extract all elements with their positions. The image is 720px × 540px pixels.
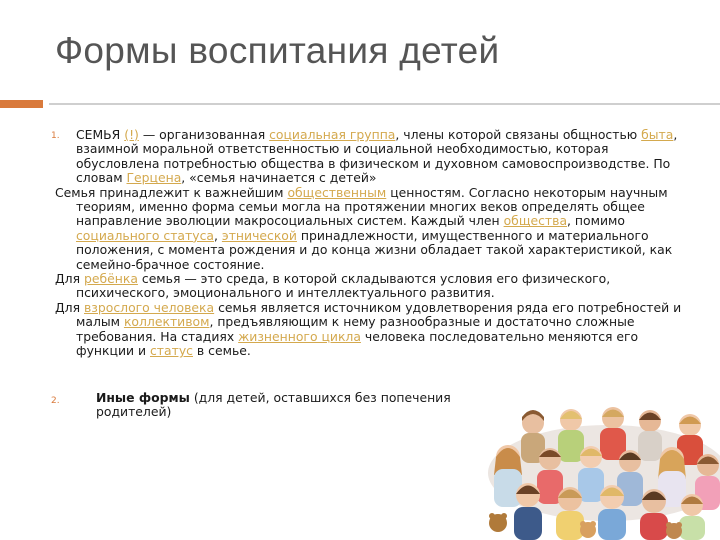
link-social-group[interactable]: социальная группа [269, 127, 396, 142]
text: , «семья начинается с детей» [181, 170, 377, 186]
link-life-cycle[interactable]: жизненного цикла [238, 328, 361, 344]
link-ethnic[interactable]: этнической [221, 227, 297, 243]
link-status[interactable]: статус [149, 343, 193, 359]
text: (для детей, оставшихся без попечения родителей) [96, 389, 451, 419]
list-number: 1. [51, 131, 60, 141]
slide-title: Формы воспитания детей [55, 30, 500, 71]
link-society[interactable]: общества [503, 213, 568, 229]
text: , помимо [567, 213, 625, 229]
paragraph-adult [55, 301, 695, 359]
list-item-family [51, 127, 695, 186]
text: семья — это среда, в которой складываются условия его физического, психического, эмоционального и интеллектуального развития. [76, 271, 611, 301]
slide-body [51, 127, 695, 419]
text: принадлежности, имущественного и материального положения, с момента рождения и до конца жизни обладает такой характеристикой, как семейно-брачное состояние. [76, 227, 673, 272]
term-other-forms: Иные формы [96, 389, 190, 405]
text: ценностям. Согласно некоторым научным теориям, именно форма семьи могла на протяжении многих веков определять общее направление эволюции макросоциальных систем. Каждый член [76, 184, 668, 229]
text: , предъявляющим к нему разнообразные и достаточно сложные требования. На стадиях [76, 314, 635, 344]
text: Семья принадлежит к важнейшим [55, 184, 288, 200]
text: в семье. [192, 343, 251, 359]
list-number: 2. [51, 395, 60, 406]
link-adult[interactable]: взрослого человека [84, 299, 215, 315]
text: семья является источником удовлетворения ряда его потребностей и малым [76, 299, 682, 330]
text: Для [55, 299, 84, 315]
text: — организованная [138, 127, 270, 142]
link-social-status[interactable]: социального статуса [76, 227, 214, 243]
link-child[interactable]: ребёнка [84, 271, 138, 287]
link-herzen[interactable]: Герцена [126, 170, 182, 186]
link-collective[interactable]: коллективом [123, 314, 210, 330]
link-byt[interactable]: быта [641, 127, 674, 142]
text: , взаимной моральной ответственностью и социальной необходимостью, которая обусловлена потребностью общества в физическом и духовном самовоспроизводстве. По словам [76, 127, 678, 186]
title-divider [49, 103, 720, 105]
children-group-photo [478, 395, 720, 540]
paragraph-values [55, 186, 695, 272]
list-item-other-forms [51, 389, 466, 420]
text: , члены которой связаны общностью [395, 127, 642, 142]
reference-link[interactable]: (!) [124, 127, 139, 142]
title-accent-bar [0, 100, 43, 108]
term-family: СЕМЬЯ [76, 127, 121, 142]
text: , [214, 227, 222, 243]
link-social-values[interactable]: общественным [287, 184, 387, 200]
text: Для [55, 271, 84, 287]
text: человека последовательно меняются его функции и [76, 328, 639, 359]
children-photo-illustration [478, 395, 720, 540]
paragraph-child [55, 272, 695, 301]
